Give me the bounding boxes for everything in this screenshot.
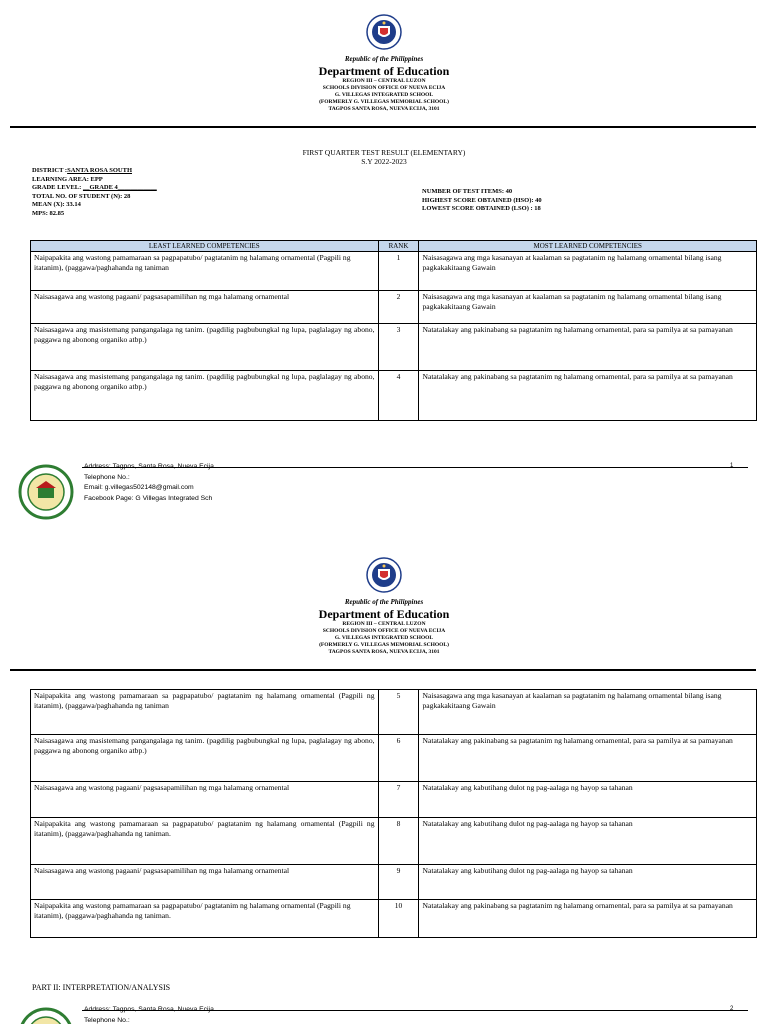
division-text: SCHOOLS DIVISION OFFICE OF NUEVA ECIJA — [0, 85, 768, 92]
department-title: Department of Education — [0, 607, 768, 621]
table-row — [31, 371, 757, 421]
table-row — [31, 782, 757, 818]
table-row — [31, 252, 757, 291]
least-cell: Naisasagawa ang masistemang pangangalaga ng tanim. (pagdilig pagbubungkal ng lupa, paglalagay ng abono, paggawa ng abonong organiko atbp.) — [31, 324, 379, 371]
republic-text: Republic of the Philippines — [0, 598, 768, 607]
most-cell: Natatalakay ang pakinabang sa pagtatanim ng halamang ornamental, para sa pamilya at sa pamayanan — [419, 324, 757, 371]
school-logo-icon — [18, 464, 74, 520]
most-cell: Natatalakay ang pakinabang sa pagtatanim ng halamang ornamental, para sa pamilya at sa pamayanan — [419, 735, 757, 782]
least-cell: Naipapakita ang wastong pamamaraan sa pagpapatubo/ pagtatanim ng halamang ornamental (Pagpili ng itatanim), (paggawa/paghahanda ng taniman. — [31, 818, 379, 865]
total-students: TOTAL NO. OF STUDENT (N): 28 — [32, 193, 157, 202]
mean-value: MEAN (X): 33.14 — [32, 201, 157, 210]
meta-left — [32, 167, 157, 218]
school-text: G. VILLEGAS INTEGRATED SCHOOL — [0, 635, 768, 642]
location-text: TAGPOS SANTA ROSA, NUEVA ECIJA, 3101 — [0, 649, 768, 656]
letterhead — [0, 55, 768, 113]
most-cell: Natatalakay ang kabutihang dulot ng pag-aalaga ng hayop sa tahanan — [419, 865, 757, 900]
grade-line — [32, 184, 157, 193]
deped-seal-icon — [366, 557, 402, 593]
most-cell: Natatalakay ang pakinabang sa pagtatanim ng halamang ornamental, para sa pamilya at sa pamayanan — [419, 900, 757, 938]
footer-telephone: Telephone No.: — [84, 1016, 214, 1026]
school-year: S.Y 2022-2023 — [0, 157, 768, 166]
table-row — [31, 690, 757, 735]
footer-contact — [84, 462, 214, 504]
school-logo-icon — [18, 1007, 74, 1024]
table-row — [31, 291, 757, 324]
page-number: 1 — [730, 463, 733, 469]
location-text: TAGPOS SANTA ROSA, NUEVA ECIJA, 3101 — [0, 106, 768, 113]
header-rule — [10, 669, 756, 671]
highest-score: HIGHEST SCORE OBTAINED (HSO): 40 — [422, 197, 542, 206]
footer-contact — [84, 1005, 214, 1026]
rank-cell: 3 — [378, 324, 419, 371]
rank-cell: 2 — [378, 291, 419, 324]
rank-cell: 4 — [378, 371, 419, 421]
table-row — [31, 324, 757, 371]
least-cell: Naisasagawa ang masistemang pangangalaga ng tanim. (pagdilig pagbubungkal ng lupa, paglalagay ng abono, paggawa ng abonong organiko atbp.) — [31, 735, 379, 782]
most-header: MOST LEARNED COMPETENCIES — [419, 241, 757, 252]
district-value: SANTA ROSA SOUTH — [67, 167, 132, 174]
most-cell: Naisasagawa ang mga kasanayan at kaalaman sa pagtatanim ng halamang ornamental bilang isang pagkakakitaang Gawain — [419, 291, 757, 324]
footer-address: Address: Tagpos, Santa Rosa, Nueva Ecija — [84, 462, 214, 473]
learning-area: LEARNING AREA: EPP — [32, 176, 157, 185]
footer-email: Email: g.villegas502148@gmail.com — [84, 483, 214, 494]
table-row — [31, 735, 757, 782]
district-line — [32, 167, 157, 176]
rank-cell: 8 — [378, 818, 419, 865]
division-text: SCHOOLS DIVISION OFFICE OF NUEVA ECIJA — [0, 628, 768, 635]
table-header-row — [31, 241, 757, 252]
formerly-text: (FORMERLY G. VILLEGAS MEMORIAL SCHOOL) — [0, 642, 768, 649]
least-cell: Naisasagawa ang wastong pagaani/ pagsasapamilihan ng mga halamang ornamental — [31, 291, 379, 324]
page-number: 2 — [730, 1006, 733, 1012]
table-row — [31, 900, 757, 938]
grade-value: __GRADE 4____________ — [83, 184, 157, 191]
deped-seal-icon — [366, 14, 402, 50]
most-cell: Natatalakay ang pakinabang sa pagtatanim ng halamang ornamental, para sa pamilya at sa pamayanan — [419, 371, 757, 421]
part2-heading: PART II: INTERPRETATION/ANALYSIS — [32, 983, 170, 992]
rank-cell: 10 — [378, 900, 419, 938]
grade-label: GRADE LEVEL: — [32, 184, 83, 191]
rank-header: RANK — [378, 241, 419, 252]
school-text: G. VILLEGAS INTEGRATED SCHOOL — [0, 92, 768, 99]
rank-cell: 7 — [378, 782, 419, 818]
report-title: FIRST QUARTER TEST RESULT (ELEMENTARY) — [0, 148, 768, 157]
formerly-text: (FORMERLY G. VILLEGAS MEMORIAL SCHOOL) — [0, 99, 768, 106]
least-cell: Naisasagawa ang wastong pagaani/ pagsasapamilihan ng mga halamang ornamental — [31, 865, 379, 900]
competency-table-page1 — [30, 240, 757, 421]
most-cell: Naisasagawa ang mga kasanayan at kaalaman sa pagtatanim ng halamang ornamental bilang isang pagkakakitaang Gawain — [419, 252, 757, 291]
least-cell: Naipapakita ang wastong pamamaraan sa pagpapatubo/ pagtatanim ng halamang ornamental (Pagpili ng itatanim), (paggawa/paghahanda ng taniman — [31, 690, 379, 735]
rank-cell: 1 — [378, 252, 419, 291]
district-label: DISTRICT : — [32, 167, 67, 174]
test-items: NUMBER OF TEST ITEMS: 40 — [422, 188, 542, 197]
most-cell: Natatalakay ang kabutihang dulot ng pag-aalaga ng hayop sa tahanan — [419, 818, 757, 865]
report-title-block — [0, 148, 768, 166]
rank-cell: 5 — [378, 690, 419, 735]
table-row — [31, 865, 757, 900]
most-cell: Naisasagawa ang mga kasanayan at kaalaman sa pagtatanim ng halamang ornamental bilang isang pagkakakitaang Gawain — [419, 690, 757, 735]
footer-facebook: Facebook Page: G Villegas Integrated Sch — [84, 494, 214, 505]
footer-telephone: Telephone No.: — [84, 473, 214, 484]
most-cell: Natatalakay ang kabutihang dulot ng pag-aalaga ng hayop sa tahanan — [419, 782, 757, 818]
letterhead-page2 — [0, 598, 768, 656]
competency-table-page2 — [30, 689, 757, 938]
mps-value: MPS: 82.85 — [32, 210, 157, 219]
rank-cell: 6 — [378, 735, 419, 782]
least-cell: Naisasagawa ang wastong pagaani/ pagsasapamilihan ng mga halamang ornamental — [31, 782, 379, 818]
lowest-score: LOWEST SCORE OBTAINED (LSO) : 18 — [422, 205, 542, 214]
region-text: REGION III – CENTRAL LUZON — [0, 78, 768, 85]
department-title: Department of Education — [0, 64, 768, 78]
header-rule — [10, 126, 756, 128]
meta-right — [422, 188, 542, 214]
least-header: LEAST LEARNED COMPETENCIES — [31, 241, 379, 252]
region-text: REGION III – CENTRAL LUZON — [0, 621, 768, 628]
footer-address: Address: Tagpos, Santa Rosa, Nueva Ecija — [84, 1005, 214, 1016]
least-cell: Naipapakita ang wastong pamamaraan sa pagpapatubo/ pagtatanim ng halamang ornamental (Pagpili ng itatanim), (paggawa/paghahanda ng taniman — [31, 252, 379, 291]
republic-text: Republic of the Philippines — [0, 55, 768, 64]
least-cell: Naisasagawa ang masistemang pangangalaga ng tanim. (pagdilig pagbubungkal ng lupa, paglalagay ng abono, paggawa ng abonong organiko atbp.) — [31, 371, 379, 421]
least-cell: Naipapakita ang wastong pamamaraan sa pagpapatubo/ pagtatanim ng halamang ornamental (Pagpili ng itatanim), (paggawa/paghahanda ng taniman. — [31, 900, 379, 938]
table-row — [31, 818, 757, 865]
rank-cell: 9 — [378, 865, 419, 900]
